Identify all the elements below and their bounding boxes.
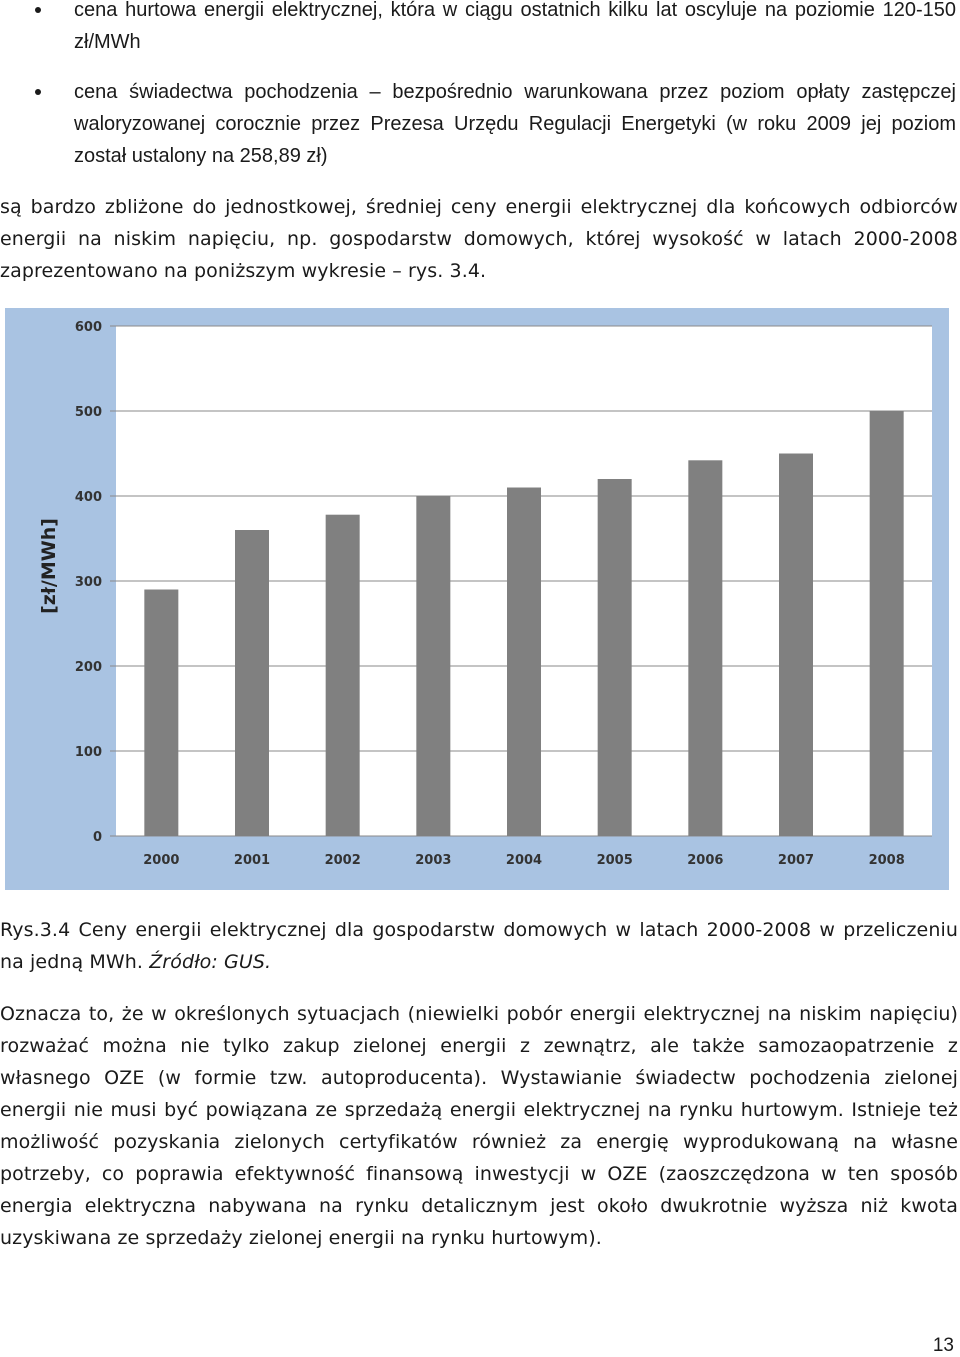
x-tick-label: 2003 (415, 853, 452, 868)
y-tick-label: 300 (74, 575, 102, 590)
x-tick-label: 2005 (596, 853, 633, 868)
page-number: 13 (932, 1335, 954, 1356)
y-tick-label: 200 (74, 660, 102, 675)
bar-2002 (326, 515, 360, 836)
y-tick-label: 600 (74, 320, 102, 335)
bar-2008 (870, 411, 904, 836)
bar-2003 (416, 496, 450, 836)
y-tick-label: 500 (74, 405, 102, 420)
price-chart (5, 308, 949, 890)
bar-2006 (688, 460, 722, 836)
x-tick-label: 2002 (324, 853, 361, 868)
x-tick-label: 2000 (143, 853, 180, 868)
x-tick-label: 2004 (505, 853, 543, 868)
bullet-text: cena świadectwa pochodzenia – bezpośrednio warunkowana przez poziom opłaty zastępczej waloryzowanej corocznie przez Prezesa Urzędu Regulacji Energetyki (w roku 2009 jej poziom został ustalony na 258,89 zł) (74, 81, 956, 167)
y-tick-label: 400 (74, 490, 102, 505)
caption-text: Rys.3.4 Ceny energii elektrycznej dla gospodarstw domowych w latach 2000-2008 w przeliczeniu na jedną MWh. (0, 919, 958, 973)
intro-paragraph: są bardzo zbliżone do jednostkowej, średniej ceny energii elektrycznej dla końcowych odbiorców energii na niskim napięciu, np. gospodarstw domowych, której wysokość w latach 2000-2008 zaprezentowano na poniższym wykresie – rys. 3.4. (0, 196, 958, 282)
bar-2001 (235, 530, 269, 836)
bullet-dot-icon (35, 7, 41, 13)
x-tick-labels (143, 853, 905, 868)
bar-chart-svg (5, 308, 949, 890)
bullet-text: cena hurtowa energii elektrycznej, która w ciągu ostatnich kilku lat oscyluje na poziomie 120-150 zł/MWh (74, 0, 956, 53)
x-tick-label: 2008 (868, 853, 905, 868)
bullet-dot-icon (35, 89, 41, 95)
x-tick-label: 2007 (777, 853, 815, 868)
body-paragraph: Oznacza to, że w określonych sytuacjach (niewielki pobór energii elektrycznej na niskim napięciu) rozważać można nie tylko zakup zielonej energii z zewnątrz, ale także samozaopatrzenie z własnego OZE (w formie tzw. autoproducenta). Wystawianie świadectw pochodzenia zielonej energii nie musi być powiązana ze sprzedażą energii elektrycznej na rynku hurtowym. Istnieje też możliwość pozyskania zielonych certyfikatów również za energię wyprodukowaną na własne potrzeby, co poprawia efektywność finansową inwestycji w OZE (zaoszczędzona w ten sposób energia elektryczna nabywana na rynku detalicznym jest około dwukrotnie wyższa niż kwota uzyskiwana ze sprzedaży zielonej energii na rynku hurtowym). (0, 1003, 958, 1249)
bullet-item-wholesale-price (0, 0, 960, 58)
y-tick-label: 0 (92, 830, 102, 845)
bar-2004 (507, 488, 541, 837)
x-tick-label: 2001 (233, 853, 271, 868)
y-tick-label: 100 (74, 745, 102, 760)
x-tick-label: 2006 (687, 853, 724, 868)
caption-source: Źródło: GUS. (149, 951, 272, 973)
y-axis-label: [zł/MWh] (38, 518, 60, 614)
bullet-item-certificate-price (0, 76, 960, 172)
bar-2005 (598, 479, 632, 836)
figure-caption (0, 914, 958, 978)
bar-2007 (779, 454, 813, 837)
bar-2000 (144, 590, 178, 837)
